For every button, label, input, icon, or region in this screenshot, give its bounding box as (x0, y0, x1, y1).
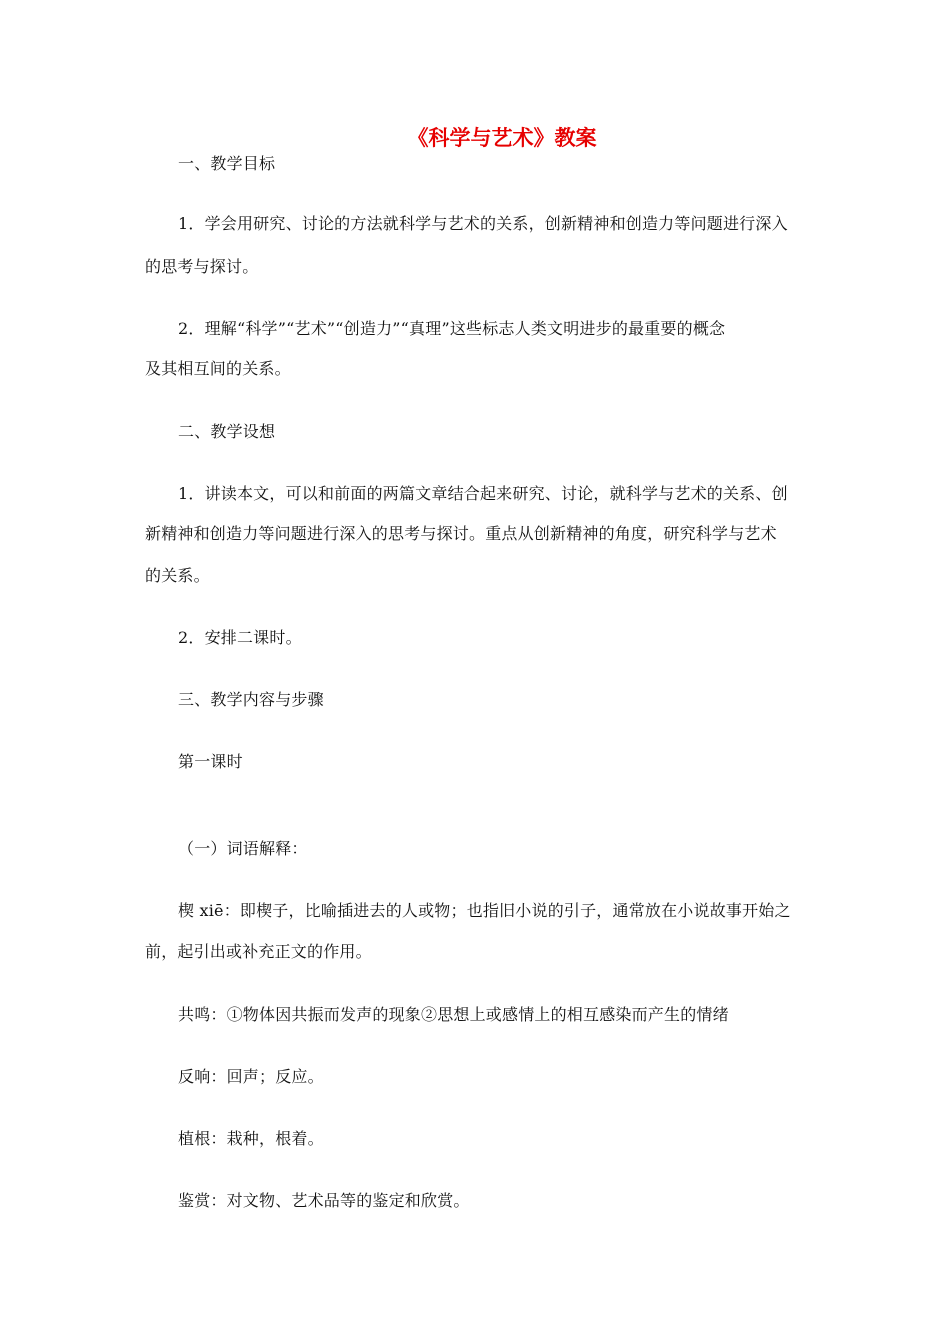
design-1-line-2: 新精神和创造力等问题进行深入的思考与探讨。重点从创新精神的角度，研究科学与艺术 (145, 524, 777, 543)
lesson-1-heading: 第一课时 (178, 752, 243, 771)
goal-1-line-2: 的思考与探讨。 (145, 257, 259, 276)
section-heading-design: 二、教学设想 (178, 422, 276, 441)
goal-1-line-1: 1．学会用研究、讨论的方法就科学与艺术的关系，创新精神和创造力等问题进行深入 (178, 214, 788, 233)
vocab-xie-line-2: 前，起引出或补充正文的作用。 (145, 942, 372, 961)
design-1-line-3: 的关系。 (145, 566, 210, 585)
document-title: 《科学与艺术》教案 (407, 125, 597, 150)
goal-2-line-2: 及其相互间的关系。 (145, 359, 291, 378)
vocab-gongming: 共鸣：①物体因共振而发声的现象②思想上或感情上的相互感染而产生的情绪 (178, 1005, 729, 1024)
design-2-line: 2．安排二课时。 (178, 628, 302, 647)
vocab-fanxiang: 反响：回声；反应。 (178, 1067, 324, 1086)
section-heading-goals: 一、教学目标 (178, 154, 276, 173)
section-heading-steps: 三、教学内容与步骤 (178, 690, 324, 709)
vocab-zhigen: 植根：栽种，根着。 (178, 1129, 324, 1148)
vocab-heading: （一）词语解释： (178, 839, 308, 858)
design-1-line-1: 1．讲读本文，可以和前面的两篇文章结合起来研究、讨论，就科学与艺术的关系、创 (178, 484, 788, 503)
vocab-jianshang: 鉴赏：对文物、艺术品等的鉴定和欣赏。 (178, 1191, 470, 1210)
vocab-xie-line-1: 楔 xiē：即楔子，比喻插进去的人或物；也指旧小说的引子，通常放在小说故事开始之 (178, 901, 791, 920)
goal-2-line-1: 2．理解“科学”“艺术”“创造力”“真理”这些标志人类文明进步的最重要的概念 (178, 319, 726, 338)
